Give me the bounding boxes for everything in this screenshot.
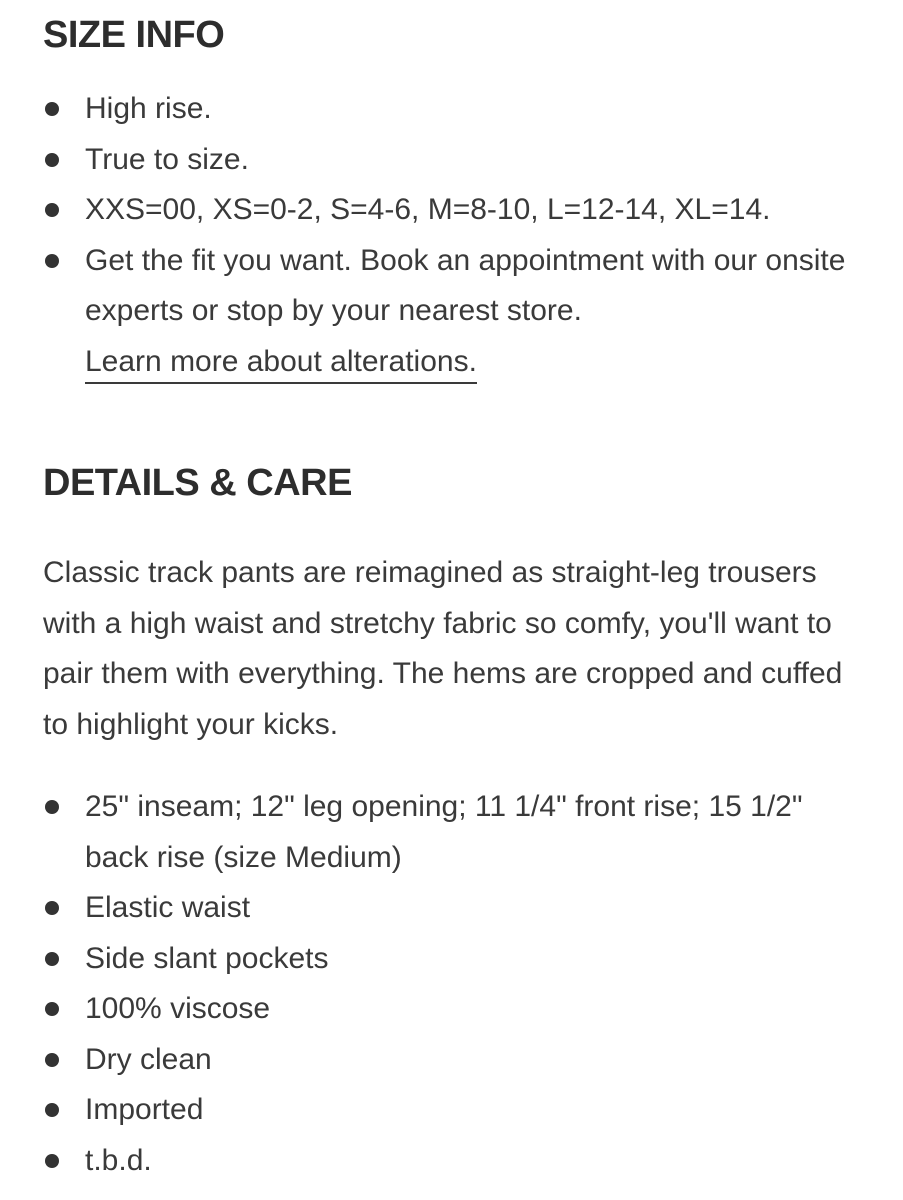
list-item xyxy=(43,883,873,934)
size-info-item-appointment: Get the fit you want. Book an appointment with our onsite experts or stop by your nearest store. xyxy=(85,243,846,327)
list-item xyxy=(43,135,873,186)
list-item xyxy=(43,782,873,883)
bullet-icon xyxy=(45,203,59,217)
list-item xyxy=(43,236,873,388)
detail-item-pockets: Side slant pockets xyxy=(85,941,329,975)
bullet-icon xyxy=(45,1002,59,1016)
size-info-list xyxy=(43,84,873,387)
list-item xyxy=(43,84,873,135)
size-info-heading: SIZE INFO xyxy=(43,14,225,56)
bullet-icon xyxy=(45,1103,59,1117)
list-item xyxy=(43,1085,873,1136)
detail-item-origin: Imported xyxy=(85,1093,204,1126)
bullet-icon xyxy=(45,102,59,116)
details-care-list xyxy=(43,782,873,1186)
bullet-icon xyxy=(45,952,59,966)
bullet-icon xyxy=(45,901,59,915)
product-description: Classic track pants are reimagined as straight-leg trousers with a high waist and stretchy fabric so comfy, you'll want to pair them with everything. The hems are cropped and cuffed to highlight your kicks. xyxy=(43,556,843,741)
details-care-heading: DETAILS & CARE xyxy=(43,462,352,504)
size-info-item-size-chart: XXS=00, XS=0-2, S=4-6, M=8-10, L=12-14, XL=14. xyxy=(85,193,771,226)
list-item xyxy=(43,185,873,236)
list-item xyxy=(43,1035,873,1086)
list-item xyxy=(43,934,873,985)
detail-item-care: Dry clean xyxy=(85,1042,212,1076)
detail-item-measurements: 25" inseam; 12" leg opening; 11 1/4" front rise; 15 1/2" back rise (size Medium) xyxy=(85,790,803,874)
size-info-item-fit: True to size. xyxy=(85,142,249,176)
bullet-icon xyxy=(45,800,59,814)
detail-item-tbd: t.b.d. xyxy=(85,1143,152,1177)
learn-more-alterations-link[interactable]: Learn more about alterations. xyxy=(85,345,477,384)
list-item xyxy=(43,984,873,1035)
bullet-icon xyxy=(45,1154,59,1168)
list-item xyxy=(43,1136,873,1187)
detail-item-waist: Elastic waist xyxy=(85,891,251,924)
bullet-icon xyxy=(45,254,59,268)
size-info-item-rise: High rise. xyxy=(85,92,212,125)
detail-item-fabric: 100% viscose xyxy=(85,992,271,1025)
bullet-icon xyxy=(45,1053,59,1067)
bullet-icon xyxy=(45,153,59,167)
